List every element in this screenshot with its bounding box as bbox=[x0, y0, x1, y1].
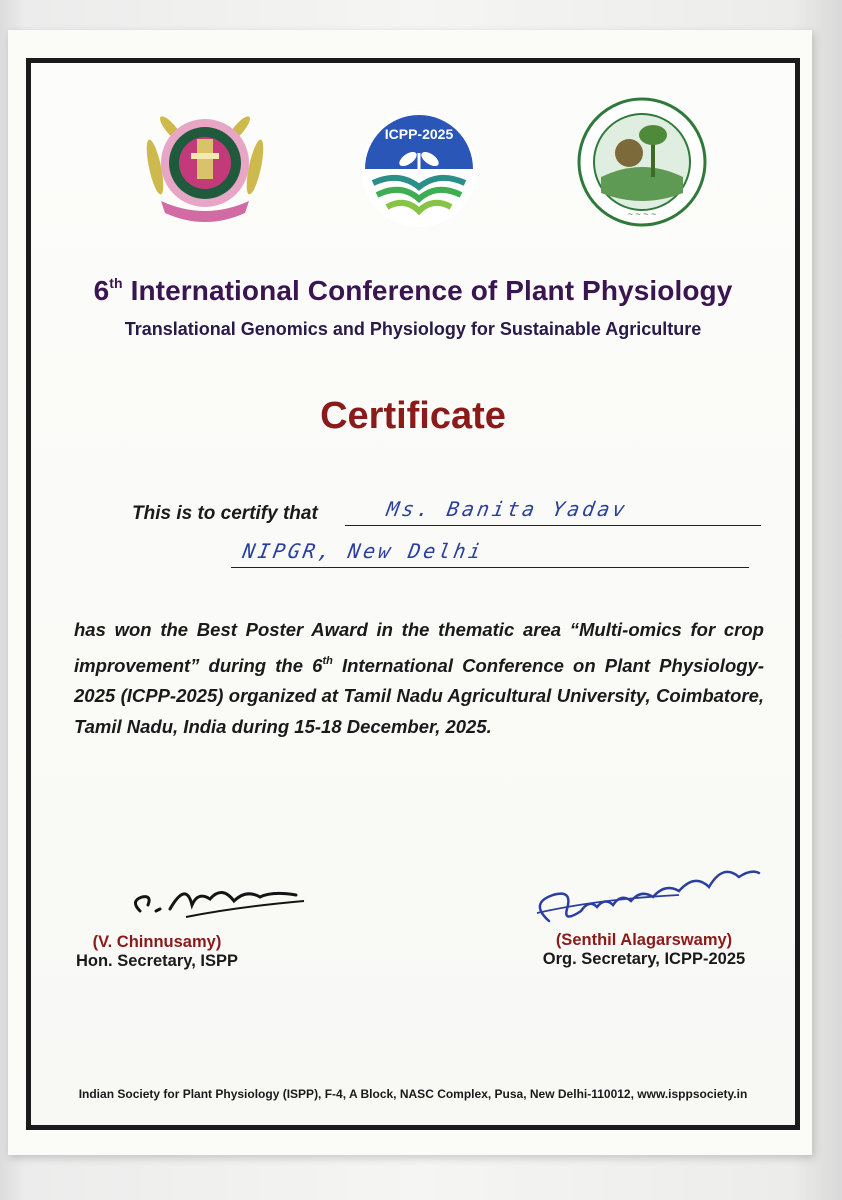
signatory-right-role: Org. Secretary, ICPP-2025 bbox=[542, 950, 746, 968]
svg-text:ICPP-2025: ICPP-2025 bbox=[384, 126, 454, 142]
signature-right bbox=[519, 843, 779, 938]
certificate-heading: Certificate bbox=[320, 395, 506, 437]
signatory-right bbox=[519, 931, 769, 969]
recipient-name-line bbox=[345, 525, 761, 526]
recipient-affiliation: NIPGR, New Delhi bbox=[240, 539, 486, 563]
conference-title: 6th International Conference of Plant Physiology bbox=[93, 275, 733, 306]
recipient-name: Ms. Banita Yadav bbox=[384, 497, 630, 521]
signature-left bbox=[126, 871, 316, 936]
ispp-emblem-logo bbox=[577, 97, 707, 227]
tnau-emblem-logo bbox=[141, 103, 269, 231]
certificate-frame bbox=[26, 58, 800, 1130]
svg-text:~ ~ ~ ~: ~ ~ ~ ~ bbox=[627, 209, 657, 219]
society-address-footer: Indian Society for Plant Physiology (ISPP), F-4, A Block, NASC Complex, Pusa, New Delhi-110012, www.isppsociety.in bbox=[78, 1087, 748, 1101]
certify-prefix: This is to certify that bbox=[132, 503, 318, 524]
icpp-2025-logo bbox=[359, 109, 479, 229]
recipient-affiliation-line bbox=[231, 567, 749, 568]
certificate-body: has won the Best Poster Award in the thematic area “Multi-omics for crop improvement” during the 6th International Conference on Plant Physiology-2025 (ICPP-2025) organized at Tamil Nadu Agricultural University, Coimbatore, Tamil Nadu, India during 15-18 December, 2025. bbox=[74, 619, 765, 737]
signatory-right-name: (Senthil Alagarswamy) bbox=[555, 931, 733, 949]
signatory-left-role: Hon. Secretary, ISPP bbox=[75, 952, 238, 970]
signatory-left bbox=[57, 933, 257, 971]
signatory-left-name: (V. Chinnusamy) bbox=[92, 933, 222, 951]
conference-subtitle: Translational Genomics and Physiology for Sustainable Agriculture bbox=[124, 319, 702, 339]
